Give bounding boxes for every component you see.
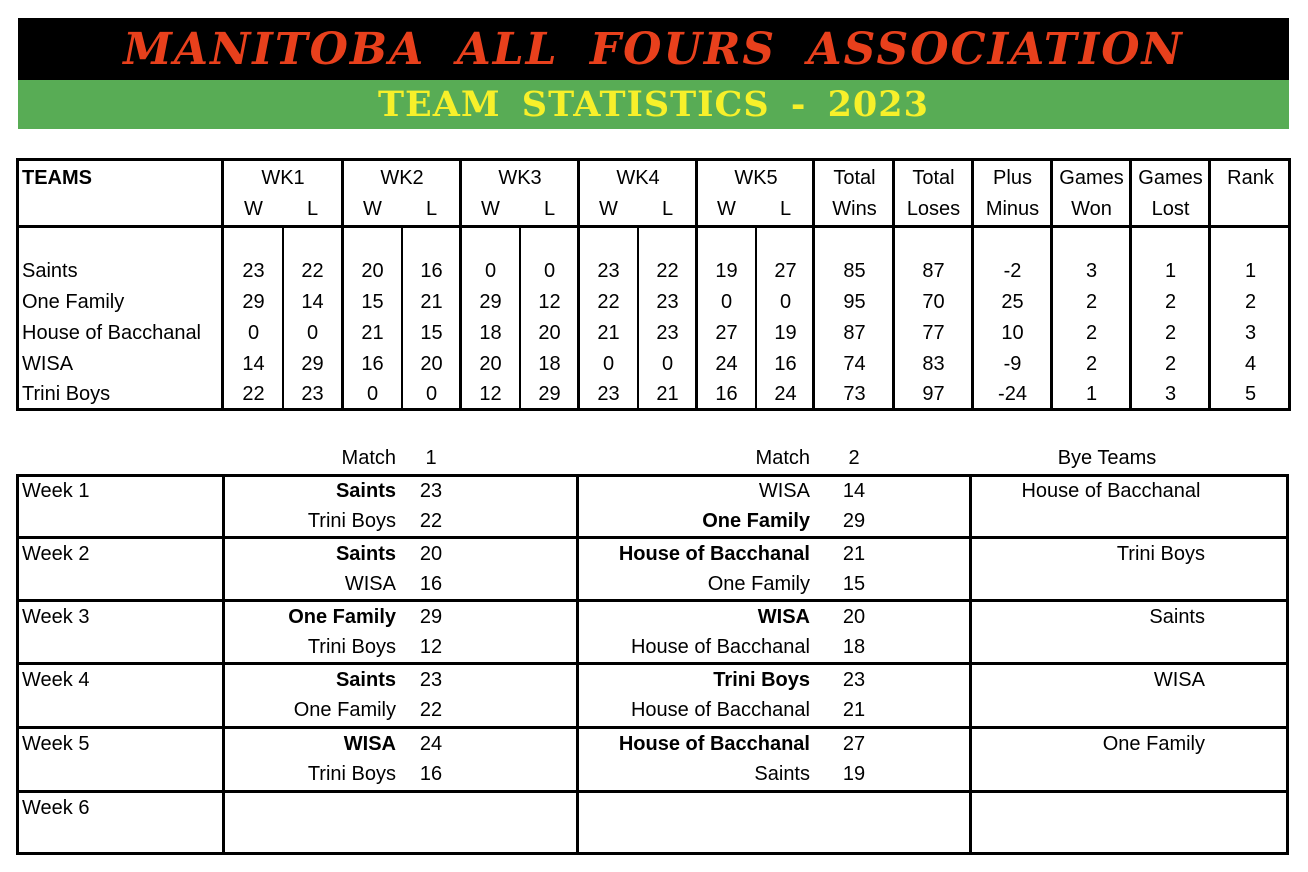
week-header: WK3	[498, 167, 542, 189]
column-divider	[969, 474, 972, 855]
row-divider	[16, 662, 1289, 665]
match1-team: WISA	[343, 733, 396, 755]
match2-team: One Family	[702, 510, 810, 532]
l-header: L	[425, 198, 438, 220]
total-wins: 87	[843, 322, 866, 344]
column-header: Games	[1138, 167, 1203, 189]
week-score: 22	[242, 383, 265, 405]
plus-minus: -24	[998, 383, 1027, 405]
column-header-sub: Minus	[985, 198, 1040, 220]
week-label: Week 5	[22, 733, 90, 755]
week-score: 27	[715, 322, 738, 344]
week-score: 19	[715, 260, 738, 282]
bye-team: One Family	[1102, 733, 1205, 755]
team-name: Saints	[22, 260, 78, 282]
header-divider	[16, 225, 1291, 228]
week-score: 22	[301, 260, 324, 282]
match2-team: House of Bacchanal	[630, 699, 810, 721]
w-header: W	[481, 198, 500, 220]
week-score: 15	[361, 291, 384, 313]
match1-score: 22	[419, 510, 443, 532]
match2-score: 21	[842, 543, 866, 565]
week-score: 27	[774, 260, 797, 282]
week-score: 23	[597, 383, 620, 405]
total-loses: 87	[922, 260, 945, 282]
match1-team: One Family	[293, 699, 396, 721]
total-wins: 95	[843, 291, 866, 313]
week-score: 24	[774, 383, 797, 405]
match2-score: 27	[842, 733, 866, 755]
week-score: 21	[361, 322, 384, 344]
match1-number: 1	[425, 447, 437, 469]
match1-label: Match	[341, 447, 396, 469]
page-subtitle: TEAM STATISTICS - 2023	[377, 84, 929, 125]
match2-team: WISA	[758, 480, 810, 502]
week-score: 19	[774, 322, 797, 344]
column-header-sub: Lost	[1151, 198, 1190, 220]
week-score: 20	[361, 260, 384, 282]
week-score: 21	[420, 291, 443, 313]
rank: 3	[1244, 322, 1257, 344]
week-score: 21	[656, 383, 679, 405]
match1-score: 24	[419, 733, 443, 755]
column-divider	[576, 474, 579, 855]
match1-score: 12	[419, 636, 443, 658]
total-wins: 73	[843, 383, 866, 405]
column-header: Rank	[1227, 167, 1274, 189]
plus-minus: 10	[1001, 322, 1024, 344]
week-score: 0	[425, 383, 438, 405]
match2-score: 15	[842, 573, 866, 595]
match2-score: 21	[842, 699, 866, 721]
match2-score: 29	[842, 510, 866, 532]
week-score: 16	[774, 353, 797, 375]
games-lost: 2	[1164, 291, 1177, 313]
week-score: 12	[479, 383, 502, 405]
week-score: 18	[479, 322, 502, 344]
week-score: 14	[301, 291, 324, 313]
week-header: WK4	[616, 167, 660, 189]
match2-team: Trini Boys	[713, 669, 810, 691]
week-score: 23	[597, 260, 620, 282]
match1-team: Trini Boys	[307, 636, 396, 658]
w-header: W	[717, 198, 736, 220]
week-score: 16	[361, 353, 384, 375]
column-divider	[1286, 474, 1289, 855]
week-score: 20	[420, 353, 443, 375]
row-divider	[16, 726, 1289, 729]
match1-score: 23	[419, 480, 443, 502]
table-border-top	[16, 158, 1291, 161]
week-label: Week 2	[22, 543, 90, 565]
match1-team: Saints	[335, 543, 396, 565]
l-header: L	[543, 198, 556, 220]
week-label: Week 4	[22, 669, 90, 691]
total-loses: 83	[922, 353, 945, 375]
table-border-left	[16, 158, 19, 411]
week-header: WK1	[261, 167, 305, 189]
match2-team: One Family	[707, 573, 810, 595]
column-header: Total	[912, 167, 955, 189]
team-name: One Family	[22, 291, 125, 313]
column-header: Total	[833, 167, 876, 189]
row-divider	[16, 536, 1289, 539]
bye-team: House of Bacchanal	[1021, 480, 1201, 502]
week-score: 0	[543, 260, 556, 282]
subtitle-banner	[18, 80, 1289, 129]
team-name: Trini Boys	[22, 383, 111, 405]
games-won: 2	[1085, 322, 1098, 344]
games-won: 2	[1085, 291, 1098, 313]
week-score: 23	[301, 383, 324, 405]
match2-score: 14	[842, 480, 866, 502]
week-score: 16	[715, 383, 738, 405]
bye-team: Trini Boys	[1116, 543, 1205, 565]
total-loses: 97	[922, 383, 945, 405]
bye-team: WISA	[1153, 669, 1205, 691]
bye-team: Saints	[1149, 606, 1205, 628]
match1-team: Trini Boys	[307, 763, 396, 785]
games-won: 3	[1085, 260, 1098, 282]
week-score: 29	[242, 291, 265, 313]
week-score: 20	[479, 353, 502, 375]
title-banner	[18, 18, 1289, 80]
table-border-bottom	[16, 408, 1291, 411]
week-score: 29	[301, 353, 324, 375]
week-score: 29	[479, 291, 502, 313]
week-score: 14	[242, 353, 265, 375]
week-label: Week 1	[22, 480, 90, 502]
week-score: 0	[366, 383, 379, 405]
week-score: 18	[538, 353, 561, 375]
week-score: 12	[538, 291, 561, 313]
total-wins: 74	[843, 353, 866, 375]
week-score: 23	[656, 291, 679, 313]
games-won: 2	[1085, 353, 1098, 375]
team-name: House of Bacchanal	[22, 322, 202, 344]
rank: 2	[1244, 291, 1257, 313]
match1-score: 29	[419, 606, 443, 628]
column-header-sub: Loses	[906, 198, 961, 220]
games-won: 1	[1085, 383, 1098, 405]
table-border-top	[16, 474, 1289, 477]
games-lost: 2	[1164, 353, 1177, 375]
match2-team: House of Bacchanal	[618, 733, 810, 755]
week-score: 0	[779, 291, 792, 313]
week-score: 0	[720, 291, 733, 313]
column-divider	[222, 474, 225, 855]
column-header-sub: Won	[1071, 198, 1112, 220]
column-header: Plus	[993, 167, 1032, 189]
rank: 5	[1244, 383, 1257, 405]
l-header: L	[306, 198, 319, 220]
week-score: 20	[538, 322, 561, 344]
games-lost: 1	[1164, 260, 1177, 282]
games-lost: 3	[1164, 383, 1177, 405]
week-score: 23	[242, 260, 265, 282]
week-score: 15	[420, 322, 443, 344]
team-name: WISA	[22, 353, 74, 375]
match2-score: 23	[842, 669, 866, 691]
week-score: 22	[597, 291, 620, 313]
row-divider	[16, 790, 1289, 793]
games-lost: 2	[1164, 322, 1177, 344]
total-loses: 77	[922, 322, 945, 344]
week-label: Week 6	[22, 797, 90, 819]
w-header: W	[599, 198, 618, 220]
teams-header: TEAMS	[22, 167, 92, 189]
match1-team: WISA	[344, 573, 396, 595]
column-header-sub: Wins	[832, 198, 877, 220]
week-header: WK2	[380, 167, 424, 189]
week-label: Week 3	[22, 606, 90, 628]
week-score: 16	[420, 260, 443, 282]
match1-team: Trini Boys	[307, 510, 396, 532]
match1-score: 23	[419, 669, 443, 691]
total-wins: 85	[843, 260, 866, 282]
match2-team: House of Bacchanal	[630, 636, 810, 658]
column-header: Games	[1059, 167, 1124, 189]
w-header: W	[244, 198, 263, 220]
week-score: 0	[602, 353, 615, 375]
page-title: MANITOBA ALL FOURS ASSOCIATION	[123, 24, 1184, 75]
match1-score: 16	[419, 573, 443, 595]
match2-score: 20	[842, 606, 866, 628]
plus-minus: 25	[1001, 291, 1024, 313]
match2-team: House of Bacchanal	[618, 543, 810, 565]
match1-score: 16	[419, 763, 443, 785]
l-header: L	[779, 198, 792, 220]
week-score: 24	[715, 353, 738, 375]
match2-team: WISA	[757, 606, 810, 628]
plus-minus: -2	[1003, 260, 1022, 282]
match1-score: 20	[419, 543, 443, 565]
bye-teams-label: Bye Teams	[1057, 447, 1157, 469]
match2-label: Match	[755, 447, 810, 469]
week-score: 21	[597, 322, 620, 344]
row-divider	[16, 599, 1289, 602]
plus-minus: -9	[1003, 353, 1022, 375]
week-score: 29	[538, 383, 561, 405]
match2-score: 18	[842, 636, 866, 658]
week-score: 0	[484, 260, 497, 282]
l-header: L	[661, 198, 674, 220]
week-score: 23	[656, 322, 679, 344]
match1-team: Saints	[335, 669, 396, 691]
rank: 4	[1244, 353, 1257, 375]
match1-score: 22	[419, 699, 443, 721]
total-loses: 70	[922, 291, 945, 313]
column-divider	[16, 474, 19, 855]
week-score: 22	[656, 260, 679, 282]
table-border-bottom	[16, 852, 1289, 855]
w-header: W	[363, 198, 382, 220]
rank: 1	[1244, 260, 1257, 282]
match1-team: Saints	[335, 480, 396, 502]
week-score: 0	[306, 322, 319, 344]
match2-score: 19	[842, 763, 866, 785]
week-score: 0	[247, 322, 260, 344]
match2-number: 2	[848, 447, 860, 469]
week-header: WK5	[734, 167, 778, 189]
week-score: 0	[661, 353, 674, 375]
match1-team: One Family	[288, 606, 396, 628]
match2-team: Saints	[754, 763, 810, 785]
